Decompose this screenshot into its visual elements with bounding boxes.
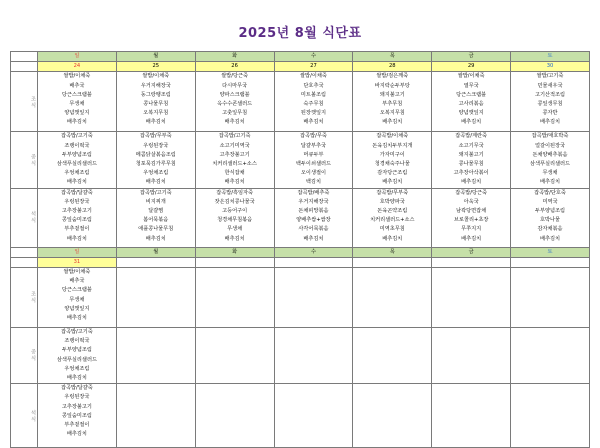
menu-item: 민물새우국 bbox=[537, 82, 563, 89]
menu-cell bbox=[274, 132, 353, 188]
menu-cell bbox=[195, 72, 274, 132]
menu-item: 고등어구이 bbox=[222, 208, 248, 215]
menu-item: 배추김치 bbox=[66, 375, 87, 382]
weekday-label: 수 bbox=[274, 247, 353, 257]
menu-item: 쌀밥/이채죽 bbox=[300, 73, 327, 80]
menu-item: 잡곡밥/이채죽 bbox=[376, 133, 409, 140]
menu-item: 배추김치 bbox=[540, 179, 561, 186]
menu-cell bbox=[274, 188, 353, 247]
menu-item: 무생채 bbox=[227, 226, 243, 233]
menu-item: 브로콜리+초장 bbox=[453, 217, 489, 224]
weekday-label: 일 bbox=[38, 247, 117, 257]
menu-cell bbox=[511, 132, 590, 188]
weekday-label: 토 bbox=[511, 52, 590, 62]
menu-item: 쌀밥/이채죽 bbox=[63, 73, 91, 80]
menu-item: 무생채 bbox=[542, 170, 558, 177]
menu-item: 배추국 bbox=[69, 278, 85, 285]
menu-item: 미역초무침 bbox=[379, 226, 405, 233]
menu-cell bbox=[511, 188, 590, 247]
menu-item: 양념깻잎지 bbox=[64, 305, 90, 312]
menu-item: 청포묵김가루무침 bbox=[135, 161, 176, 168]
menu-item: 애플콩나물무침 bbox=[138, 226, 174, 233]
menu-item: 당근스크램블 bbox=[456, 91, 487, 98]
menu-item: 고기산적조림 bbox=[534, 91, 566, 98]
breakfast-row bbox=[11, 72, 590, 132]
menu-item: 쌀밥/고기죽 bbox=[536, 73, 564, 80]
weekday-label: 월 bbox=[116, 52, 195, 62]
corner-cell bbox=[11, 52, 38, 62]
date-label: 24 bbox=[38, 62, 117, 72]
menu-item: 배추김치 bbox=[540, 119, 561, 126]
menu-item: 잣은김치콩나물국 bbox=[214, 198, 255, 205]
menu-item: 배추김치 bbox=[145, 179, 166, 186]
menu-cell bbox=[195, 268, 274, 328]
menu-item: 콩잎숨미조림 bbox=[61, 412, 92, 419]
date-row bbox=[11, 257, 590, 267]
menu-item: 고추장아삭볶이 bbox=[453, 170, 489, 177]
menu-item: 배추김치 bbox=[461, 179, 482, 186]
menu-item: 두부양념조림 bbox=[61, 151, 92, 158]
weekday-label: 목 bbox=[353, 52, 432, 62]
menu-item: 머큐두부 bbox=[303, 151, 324, 158]
weekday-label: 화 bbox=[195, 52, 274, 62]
menu-item: 배추김치 bbox=[145, 235, 166, 242]
menu-item: 당근스크램블 bbox=[61, 91, 92, 98]
menu-item: 우렁된장국 bbox=[64, 394, 90, 401]
menu-item: 잡곡밥/무죽 bbox=[300, 133, 327, 140]
weekday-label: 목 bbox=[353, 247, 432, 257]
menu-cell bbox=[38, 268, 117, 328]
menu-item: 사각어묵볶음 bbox=[298, 226, 329, 233]
menu-item: 콩잎숨미조림 bbox=[61, 217, 92, 224]
menu-cell bbox=[116, 268, 195, 328]
menu-cell bbox=[353, 132, 432, 188]
menu-item: 배추김치 bbox=[303, 235, 324, 242]
menu-item: 숙주무침 bbox=[303, 101, 324, 108]
menu-item: 조랭이떡국 bbox=[64, 338, 90, 345]
menu-item: 돈채피망볶음 bbox=[298, 208, 329, 215]
menu-cell bbox=[353, 72, 432, 132]
menu-cell bbox=[195, 384, 274, 448]
date-label: 28 bbox=[353, 62, 432, 72]
menu-item: 오복지무침 bbox=[379, 110, 405, 117]
menu-item: 두부양념조림 bbox=[534, 208, 566, 215]
menu-cell bbox=[274, 384, 353, 448]
menu-item: 배추김치 bbox=[382, 119, 403, 126]
menu-item: 열무국 bbox=[463, 82, 479, 89]
menu-item: 배추김치 bbox=[303, 119, 324, 126]
menu-item: 우엉채조림 bbox=[64, 365, 90, 372]
menu-item: 봄어묵볶음 bbox=[143, 217, 169, 224]
date-label: 30 bbox=[511, 62, 590, 72]
menu-cell bbox=[511, 328, 590, 384]
menu-item: 잡곡밥/흑임자죽 bbox=[216, 189, 254, 196]
menu-item: 비지찌개 bbox=[145, 198, 166, 205]
breakfast-label: 조식 bbox=[11, 72, 38, 132]
menu-item: 청경채무침볶음 bbox=[217, 217, 253, 224]
menu-cell bbox=[195, 328, 274, 384]
menu-item: 오복지무침 bbox=[143, 110, 169, 117]
menu-item: 잡곡밥/달걀죽 bbox=[61, 189, 93, 196]
dinner-row bbox=[11, 384, 590, 448]
menu-item: 쌀밥/이채죽 bbox=[457, 73, 485, 80]
menu-item: 배추김치 bbox=[224, 179, 245, 186]
menu-item: 무생채 bbox=[69, 101, 85, 108]
menu-item: 우거지해장국 bbox=[298, 198, 329, 205]
menu-item: 고추장불고기 bbox=[61, 403, 92, 410]
menu-item: 돼지불고기 bbox=[379, 91, 405, 98]
menu-item: 우엉채조림 bbox=[143, 170, 169, 177]
menu-item: 배추김치 bbox=[66, 431, 87, 438]
menu-cell bbox=[38, 188, 117, 247]
menu-cell bbox=[432, 268, 511, 328]
menu-item: 양념깻잎지 bbox=[458, 110, 484, 117]
menu-item: 잡곡밥/무부죽 bbox=[139, 133, 172, 140]
menu-item: 백김치 bbox=[305, 179, 321, 186]
menu-item: 잡곡밥/애호박죽 bbox=[531, 133, 569, 140]
menu-item: 메콤닭살볶음조림 bbox=[135, 151, 176, 158]
menu-cell bbox=[38, 72, 117, 132]
menu-cell bbox=[38, 132, 117, 188]
weekday-label: 금 bbox=[432, 247, 511, 257]
menu-item: 배추김치 bbox=[66, 315, 87, 322]
menu-cell bbox=[274, 72, 353, 132]
menu-item: 삼색푸실리샐러드 bbox=[529, 161, 571, 168]
menu-item: 양념깻잎지 bbox=[64, 110, 90, 117]
menu-cell bbox=[116, 384, 195, 448]
menu-item: 당근스크램블 bbox=[61, 287, 92, 294]
menu-cell bbox=[432, 384, 511, 448]
weekday-label: 금 bbox=[432, 52, 511, 62]
menu-item: 우렁된장국 bbox=[143, 142, 169, 149]
menu-item: 배추김치 bbox=[66, 235, 87, 242]
menu-cell bbox=[432, 72, 511, 132]
menu-item: 달걀부추국 bbox=[300, 142, 326, 149]
menu-item: 양파스크램블 bbox=[219, 91, 250, 98]
menu-cell bbox=[432, 188, 511, 247]
menu-item: 다시마무국 bbox=[222, 82, 248, 89]
menu-cell bbox=[511, 72, 590, 132]
menu-item: 배추김치 bbox=[461, 119, 482, 126]
menu-item: 콩잎생무침 bbox=[537, 101, 563, 108]
menu-item: 잡곡밥/고기죽 bbox=[218, 133, 251, 140]
meal-calendar bbox=[10, 51, 590, 448]
menu-item: 청경채숙주나물 bbox=[374, 161, 410, 168]
date-label: 29 bbox=[432, 62, 511, 72]
menu-cell bbox=[38, 384, 117, 448]
menu-item: 콩나물무침 bbox=[458, 161, 484, 168]
breakfast-row bbox=[11, 268, 590, 328]
date-label bbox=[195, 257, 274, 267]
menu-item: 얼갈이된장국 bbox=[534, 142, 566, 149]
menu-item: 잡곡밥/고기죽 bbox=[139, 189, 172, 196]
weekday-label: 일 bbox=[38, 52, 117, 62]
menu-item: 고추장불고기 bbox=[61, 208, 92, 215]
weekday-label: 월 bbox=[116, 247, 195, 257]
menu-item: 오이생절이 bbox=[300, 170, 326, 177]
menu-item: 동그랑땡조림 bbox=[140, 91, 171, 98]
dinner-row bbox=[11, 188, 590, 247]
date-label bbox=[353, 257, 432, 267]
menu-item: 쌀밥/당근죽 bbox=[221, 73, 249, 80]
date-label: 25 bbox=[116, 62, 195, 72]
menu-item: 옥수수콘샐러드 bbox=[217, 101, 253, 108]
menu-item: 고추장불고기 bbox=[219, 151, 250, 158]
menu-item: 된장깻잎지 bbox=[300, 110, 326, 117]
menu-item: 고사리볶음 bbox=[458, 101, 484, 108]
menu-item: 잡곡밥/고기죽 bbox=[61, 133, 93, 140]
date-label: 26 bbox=[195, 62, 274, 72]
menu-item: 소고기무국 bbox=[458, 142, 484, 149]
menu-item: 미트볼조림 bbox=[300, 91, 326, 98]
menu-item: 삼색푸실리샐러드 bbox=[56, 161, 97, 168]
menu-item: 치커리샐러드+소스 bbox=[212, 161, 257, 168]
lunch-row bbox=[11, 132, 590, 188]
menu-cell bbox=[116, 188, 195, 247]
menu-item: 무생채 bbox=[69, 296, 85, 303]
date-label: 27 bbox=[274, 62, 353, 72]
lunch-row bbox=[11, 328, 590, 384]
weekday-label: 수 bbox=[274, 52, 353, 62]
menu-item: 우엉채조림 bbox=[64, 170, 90, 177]
menu-item: 배추김치 bbox=[145, 119, 166, 126]
corner-cell bbox=[11, 62, 38, 72]
menu-item: 가자미구이 bbox=[379, 151, 405, 158]
menu-item: 무쭈지지 bbox=[461, 226, 482, 233]
menu-item: 배추김치 bbox=[382, 235, 403, 242]
menu-cell bbox=[116, 132, 195, 188]
menu-item: 부추겉절이 bbox=[64, 226, 90, 233]
corner-cell bbox=[11, 247, 38, 257]
date-row bbox=[11, 62, 590, 72]
dinner-label: 석식 bbox=[11, 188, 38, 247]
menu-item: 돼지불고기 bbox=[458, 151, 484, 158]
menu-item: 잡곡밥/무부죽 bbox=[376, 189, 409, 196]
menu-item: 소고기미역국 bbox=[219, 142, 250, 149]
menu-item: 호박양파국 bbox=[379, 198, 405, 205]
menu-cell bbox=[116, 72, 195, 132]
menu-item: 잡곡밥/단호죽 bbox=[534, 189, 566, 196]
menu-item: 치커리샐러드+소스 bbox=[370, 217, 415, 224]
menu-item: 백두이쇠샐러드 bbox=[295, 161, 331, 168]
date-label bbox=[432, 257, 511, 267]
menu-item: 배추김치 bbox=[224, 119, 245, 126]
menu-item: 콩자반 bbox=[542, 110, 558, 117]
menu-item: 배추김치 bbox=[224, 235, 245, 242]
menu-item: 잡곡밥/당근죽 bbox=[455, 189, 488, 196]
menu-item: 잡곡밥/달걀죽 bbox=[61, 385, 93, 392]
menu-cell bbox=[353, 188, 432, 247]
menu-item: 양배추쌈+쌈장 bbox=[296, 217, 331, 224]
weekday-label: 토 bbox=[511, 247, 590, 257]
date-label bbox=[274, 257, 353, 267]
menu-item: 쌀밥/이채죽 bbox=[63, 269, 91, 276]
menu-item: 배추국 bbox=[69, 82, 85, 89]
menu-cell bbox=[432, 132, 511, 188]
menu-item: 삼색푸실리샐러드 bbox=[56, 356, 97, 363]
menu-item: 부추겉절이 bbox=[64, 422, 90, 429]
menu-item: 콩나물무침 bbox=[143, 101, 169, 108]
menu-item: 우거지해장국 bbox=[140, 82, 171, 89]
menu-item: 달걀찜 bbox=[148, 208, 164, 215]
menu-item: 배추김치 bbox=[540, 235, 561, 242]
menu-item: 감자당근조림 bbox=[377, 170, 408, 177]
menu-item: 돈채양배추볶음 bbox=[532, 151, 568, 158]
menu-item: 고춧잎무침 bbox=[222, 110, 248, 117]
menu-cell bbox=[274, 268, 353, 328]
menu-item: 배추김치 bbox=[66, 179, 87, 186]
lunch-label: 중식 bbox=[11, 132, 38, 188]
weekday-header-row bbox=[11, 247, 590, 257]
corner-cell bbox=[11, 257, 38, 267]
menu-item: 돈육김치두부지개 bbox=[372, 142, 413, 149]
date-label: 31 bbox=[38, 257, 117, 267]
page-title: 2025년 8월 식단표 bbox=[238, 26, 362, 41]
menu-cell bbox=[511, 268, 590, 328]
menu-item: 잡곡밥/계란죽 bbox=[455, 133, 488, 140]
menu-item: 잡곡밥/고기죽 bbox=[61, 329, 93, 336]
menu-item: 감자채볶음 bbox=[537, 226, 563, 233]
menu-cell bbox=[274, 328, 353, 384]
lunch-label: 중식 bbox=[11, 328, 38, 384]
menu-cell bbox=[432, 328, 511, 384]
menu-item: 돈육곤약조림 bbox=[377, 208, 408, 215]
menu-cell bbox=[511, 384, 590, 448]
date-label bbox=[511, 257, 590, 267]
menu-item: 부추무침 bbox=[382, 101, 403, 108]
menu-item: 단호추국 bbox=[303, 82, 324, 89]
menu-cell bbox=[353, 268, 432, 328]
menu-item: 남곽당면잡채 bbox=[456, 208, 487, 215]
weekday-header-row bbox=[11, 52, 590, 62]
menu-cell bbox=[353, 384, 432, 448]
menu-cell bbox=[195, 188, 274, 247]
breakfast-label: 조식 bbox=[11, 268, 38, 328]
menu-item: 우렁된장국 bbox=[64, 198, 90, 205]
menu-cell bbox=[38, 328, 117, 384]
menu-item: 배추김치 bbox=[461, 235, 482, 242]
menu-item: 아욱국 bbox=[463, 198, 479, 205]
date-label bbox=[116, 257, 195, 267]
menu-cell bbox=[195, 132, 274, 188]
menu-item: 쌀밥/이채죽 bbox=[142, 73, 170, 80]
menu-item: 쌀밥/검은깨죽 bbox=[376, 73, 409, 80]
menu-item: 조랭이떡국 bbox=[64, 142, 90, 149]
menu-cell bbox=[116, 328, 195, 384]
menu-item: 한식잡채 bbox=[224, 170, 245, 177]
menu-item: 잡곡밥/배추죽 bbox=[297, 189, 330, 196]
menu-item: 바지락순두부탕 bbox=[374, 82, 410, 89]
menu-item: 두부양념조림 bbox=[61, 347, 92, 354]
menu-item: 미역국 bbox=[542, 198, 558, 205]
weekday-label: 화 bbox=[195, 247, 274, 257]
dinner-label: 석식 bbox=[11, 384, 38, 448]
menu-item: 배추김치 bbox=[382, 179, 403, 186]
menu-item: 배추김치 bbox=[66, 119, 87, 126]
menu-item: 호박나물 bbox=[540, 217, 561, 224]
menu-cell bbox=[353, 328, 432, 384]
